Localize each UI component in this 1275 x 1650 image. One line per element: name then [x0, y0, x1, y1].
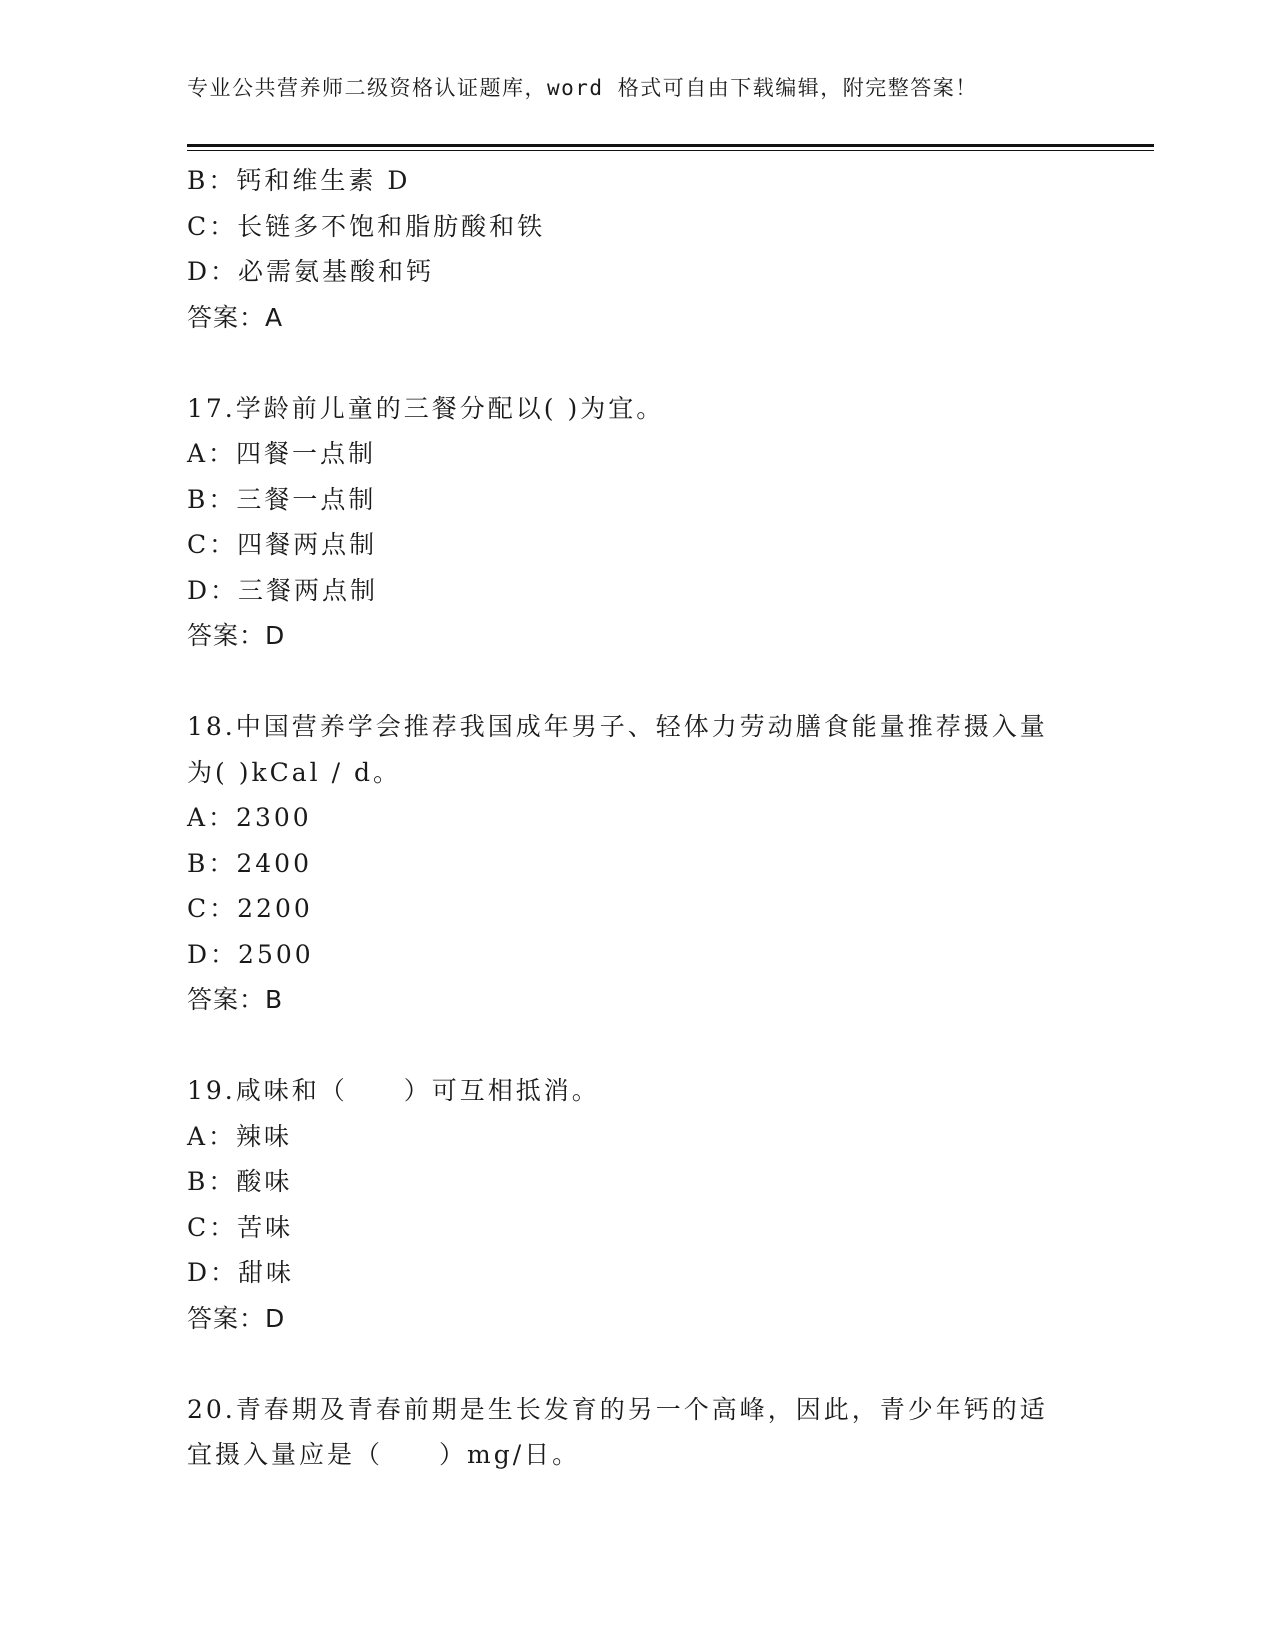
option-c: C：四餐两点制	[187, 530, 378, 559]
option-a: A：四餐一点制	[187, 439, 377, 468]
question-spacer	[187, 1023, 1087, 1069]
option-c: C：苦味	[187, 1212, 294, 1242]
question-spacer	[187, 340, 1087, 386]
option-d: D：三餐两点制	[187, 575, 379, 605]
question-stem-line-1: 18.中国营养学会推荐我国成年男子、轻体力劳动膳食能量推荐摄入量	[187, 712, 1048, 741]
option-b: B：2400	[187, 848, 312, 878]
question-17	[187, 386, 1087, 659]
question-stem: 19.咸味和（ ）可互相抵消。	[187, 1076, 600, 1105]
question-stem-line-2: 为( )kCal / d。	[187, 757, 401, 787]
question-spacer	[187, 1341, 1087, 1387]
question-stem-line-2: 宜摄入量应是（ ）mg/日。	[187, 1440, 581, 1469]
question-20	[187, 1387, 1087, 1478]
question-19	[187, 1068, 1087, 1341]
option-a: A：2300	[187, 803, 312, 832]
page-header: 专业公共营养师二级资格认证题库，word 格式可自由下载编辑，附完整答案！	[187, 76, 978, 100]
option-b: B：酸味	[187, 1167, 293, 1196]
header-divider-thin	[187, 150, 1154, 151]
header-divider-thick	[187, 144, 1154, 147]
option-d: D：必需氨基酸和钙	[187, 257, 435, 286]
option-b: B：三餐一点制	[187, 484, 377, 514]
question-18	[187, 704, 1087, 1023]
question-stem: 17.学龄前儿童的三餐分配以( )为宜。	[187, 393, 665, 423]
option-c: C：长链多不饱和脂肪酸和铁	[187, 211, 546, 241]
option-a: A：辣味	[187, 1121, 293, 1151]
answer-line: 答案：D	[187, 621, 286, 650]
question-16-tail	[187, 158, 1087, 340]
answer-line: 答案：D	[187, 1303, 286, 1333]
question-spacer	[187, 659, 1087, 705]
option-d: D：甜味	[187, 1258, 295, 1287]
answer-line: 答案：A	[187, 302, 284, 332]
option-b: B：钙和维生素 D	[187, 166, 411, 195]
option-c: C：2200	[187, 894, 313, 923]
question-list	[187, 158, 1087, 1478]
answer-line: 答案：B	[187, 985, 284, 1014]
question-stem-line-1: 20.青春期及青春前期是生长发育的另一个高峰，因此，青少年钙的适	[187, 1394, 1048, 1424]
option-d: D：2500	[187, 939, 314, 969]
